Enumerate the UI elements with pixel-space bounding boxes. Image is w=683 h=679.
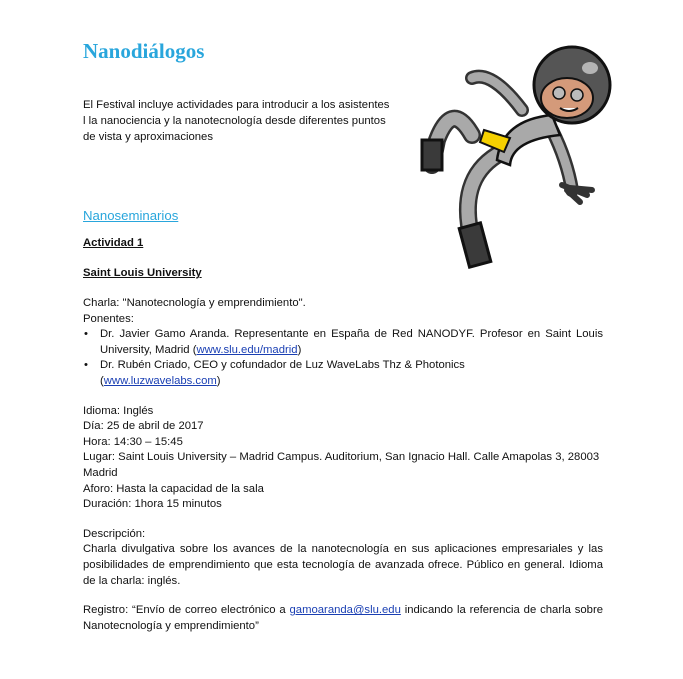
spacer: [83, 513, 603, 527]
page-title: Nanodiálogos: [83, 39, 205, 63]
section-link-nanoseminarios[interactable]: Nanoseminarios: [83, 208, 179, 223]
paren: (: [100, 374, 104, 387]
speaker-line: Dr. Javier Gamo Aranda. Representante en España de Red NANODYF. Profesor en Saint Louis: [100, 328, 603, 341]
speaker-affiliation: University, Madrid (: [100, 343, 197, 356]
speakers-list: [83, 327, 603, 389]
speaker-text: [100, 327, 603, 358]
description-line: Charla divulgativa sobre los avances de la nanotecnología en sus aplicaciones empresariales y las: [83, 543, 603, 556]
paren: ): [297, 343, 302, 356]
activity-heading: Actividad 1: [83, 237, 144, 249]
intro-line: l la nanociencia y la nanotecnología desde diferentes puntos: [83, 115, 386, 127]
luzwavelabs-link[interactable]: www.luzwavelabs.com: [103, 374, 217, 387]
talk-title: Charla: "Nanotecnología y emprendimiento".: [83, 297, 306, 309]
spacer: [83, 390, 603, 404]
detail-place-city: Madrid: [83, 466, 118, 479]
details-block: [83, 404, 603, 513]
speakers-label: Ponentes:: [83, 312, 134, 325]
registration-prefix: Registro: “Envío de correo electrónico a: [83, 604, 286, 617]
description-line: posibilidades de emprendimiento que esta tecnología de avanzada ofrece. Público en general. Idioma: [83, 558, 603, 571]
email-link[interactable]: gamoaranda@slu.edu: [289, 604, 401, 617]
speaker-line: Dr. Rubén Criado, CEO y cofundador de Luz WaveLabs Thz & Photonics: [100, 359, 465, 372]
registration-suffix: indicando la referencia de charla: [404, 604, 571, 617]
boot-icon: [422, 140, 442, 170]
intro-line: de vista y aproximaciones: [83, 131, 213, 143]
detail-language: Idioma: Inglés: [83, 404, 154, 417]
bullet-icon: •: [84, 359, 88, 372]
detail-place: [83, 450, 603, 481]
intro-line: El Festival incluye actividades para introducir a los asistentes: [83, 99, 390, 111]
registration-line-2: sobre Nanotecnología y emprendimiento”: [83, 604, 603, 632]
description-line: de la charla: inglés.: [83, 574, 181, 587]
spacer: [83, 589, 603, 603]
registration-text: [83, 603, 603, 634]
detail-time: Hora: 14:30 – 15:45: [83, 435, 183, 448]
speaker-item: [83, 358, 603, 389]
talk-block: [83, 296, 603, 390]
description-block: [83, 527, 603, 589]
description-text: [83, 542, 603, 589]
speaker-item: [83, 327, 603, 358]
institution-heading: Saint Louis University: [83, 267, 202, 279]
description-label: Descripción:: [83, 527, 146, 540]
content-flow: [83, 207, 603, 634]
detail-day: Día: 25 de abril de 2017: [83, 420, 204, 433]
registration-block: [83, 603, 603, 634]
intro-paragraph: [83, 97, 398, 145]
detail-duration: Duración: 1hora 15 minutos: [83, 498, 222, 511]
bullet-icon: •: [84, 328, 88, 341]
detail-capacity: Aforo: Hasta la capacidad de la sala: [83, 482, 264, 495]
spacer: [83, 251, 603, 266]
slu-madrid-link[interactable]: www.slu.edu/madrid: [196, 343, 298, 356]
spacer: [83, 281, 603, 296]
paren: ): [216, 374, 221, 387]
detail-place-line: Lugar: Saint Louis University – Madrid Campus. Auditorium, San Ignacio Hall. Calle Amapolas 3, 28003: [83, 451, 600, 464]
